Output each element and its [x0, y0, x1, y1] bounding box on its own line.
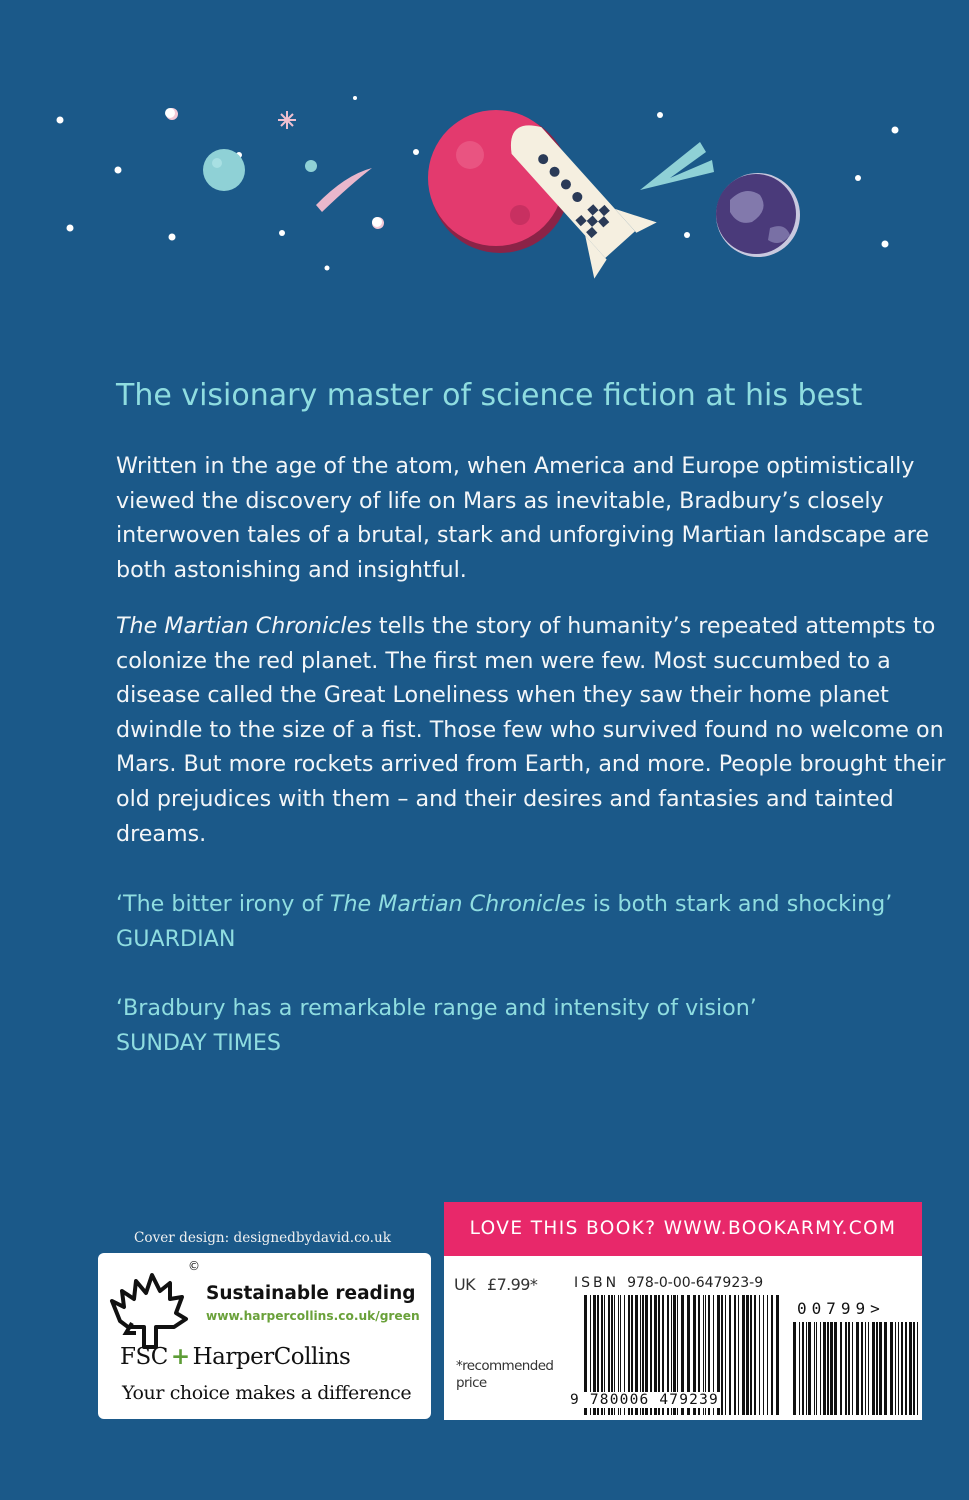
barcode-bar: [814, 1322, 815, 1415]
fsc-harpercollins: [120, 1343, 350, 1370]
barcode-bar: [816, 1322, 817, 1415]
barcode-bar: [808, 1322, 811, 1415]
barcode-bar: [913, 1322, 915, 1415]
ean-digits-text: 9 780006 479239: [570, 1392, 719, 1408]
earth-planet: [716, 173, 800, 257]
barcode-bar: [823, 1322, 826, 1415]
barcode-bar: [827, 1322, 829, 1415]
barcode-bar: [876, 1322, 878, 1415]
barcode-bar: [840, 1322, 842, 1415]
quote-1-source: GUARDIAN: [116, 925, 236, 952]
addon-barcode: [793, 1322, 919, 1415]
quote-2-text: ‘Bradbury has a remarkable range and intensity of vision’: [116, 995, 757, 1021]
barcode-bar: [890, 1322, 893, 1415]
barcode-bar: [898, 1322, 899, 1415]
review-quote-1: [116, 887, 952, 956]
isbn: [574, 1275, 763, 1291]
fsc-tree-logo: [106, 1261, 190, 1353]
review-quote-2: [116, 991, 952, 1060]
registered-mark: ©: [188, 1259, 200, 1273]
isbn-number: 978-0-00-647923-9: [627, 1275, 764, 1291]
barcode-bar: [917, 1322, 918, 1415]
barcode-bar: [848, 1322, 850, 1415]
barcode-bar: [799, 1322, 800, 1415]
space-illustration: [0, 0, 969, 300]
plus-sign: +: [170, 1343, 190, 1370]
price: [454, 1275, 537, 1294]
price-region: UK: [454, 1275, 476, 1294]
price-amount: £7.99*: [487, 1275, 538, 1294]
recommended-price-note: *recommended price: [456, 1358, 554, 1391]
blurb-paragraph-2: [116, 609, 952, 851]
addon-digits-text: 00799: [797, 1299, 871, 1318]
fsc-text: FSC: [120, 1344, 168, 1370]
barcode-bar: [901, 1322, 903, 1415]
quote-1-title: The Martian Chronicles: [329, 891, 586, 917]
ean-digits: [569, 1392, 781, 1414]
quote-1-pre: ‘The bitter irony of: [116, 891, 330, 917]
sparkle: [278, 111, 296, 129]
fsc-label: [98, 1253, 431, 1419]
blue-comet: [640, 142, 714, 190]
cover-credit: Cover design: designedbydavid.co.uk: [134, 1230, 391, 1246]
barcode-bar: [872, 1322, 875, 1415]
barcode-bar: [868, 1322, 869, 1415]
barcode-bar: [879, 1322, 882, 1415]
choice-slogan: Your choice makes a difference: [122, 1382, 412, 1404]
barcode-bar: [830, 1322, 833, 1415]
barcode-bar: [802, 1322, 804, 1415]
bookarmy-banner: LOVE THIS BOOK? WWW.BOOKARMY.COM: [444, 1202, 922, 1256]
barcode-bar: [861, 1322, 863, 1415]
sustainable-reading-url: www.harpercollins.co.uk/green: [206, 1309, 420, 1323]
barcode-bar: [852, 1322, 853, 1415]
tagline: The visionary master of science fiction at his best: [116, 378, 863, 413]
isbn-label: ISBN: [574, 1275, 620, 1291]
barcode-bar: [806, 1322, 807, 1415]
small-planets: [165, 108, 384, 229]
quote-2-source: SUNDAY TIMES: [116, 1029, 282, 1056]
barcode-bar: [820, 1322, 821, 1415]
barcode-bar: [905, 1322, 907, 1415]
barcode-panel: [444, 1202, 922, 1420]
barcode-bar: [884, 1322, 887, 1415]
book-title: The Martian Chronicles: [116, 613, 372, 639]
barcode-bar: [895, 1322, 896, 1415]
blurb-paragraph-2-text: tells the story of humanity’s repeated attempts to colonize the red planet. The first men were few. Most succumbed to a disease called the Great Loneliness when they saw their home planet dwindle to the size of a fist. Those few who survived found no welcome on Mars. But more rockets arrived from Earth, and more. People brought their old prejudices with them – and their desires and fantasies and tainted dreams.: [116, 613, 946, 847]
quote-1-post: is both stark and shocking’: [585, 891, 893, 917]
barcode-bar: [845, 1322, 847, 1415]
blurb-paragraph-1: Written in the age of the atom, when America and Europe optimistically viewed the discovery of life on Mars as inevitable, Bradbury’s closely interwoven tales of a brutal, stark and unforgiving Martian landscape are both astonishing and insightful.: [116, 453, 929, 583]
addon-digits: [797, 1299, 885, 1318]
addon-mark: >: [870, 1299, 885, 1318]
barcode-bar: [793, 1322, 796, 1415]
publisher-name: HarperCollins: [192, 1344, 351, 1370]
small-comet: [316, 168, 372, 212]
barcode-bar: [834, 1322, 837, 1415]
barcode-bar: [856, 1322, 859, 1415]
barcode-bar: [865, 1322, 866, 1415]
sustainable-reading-title: Sustainable reading: [206, 1283, 416, 1304]
barcode-bar: [909, 1322, 912, 1415]
